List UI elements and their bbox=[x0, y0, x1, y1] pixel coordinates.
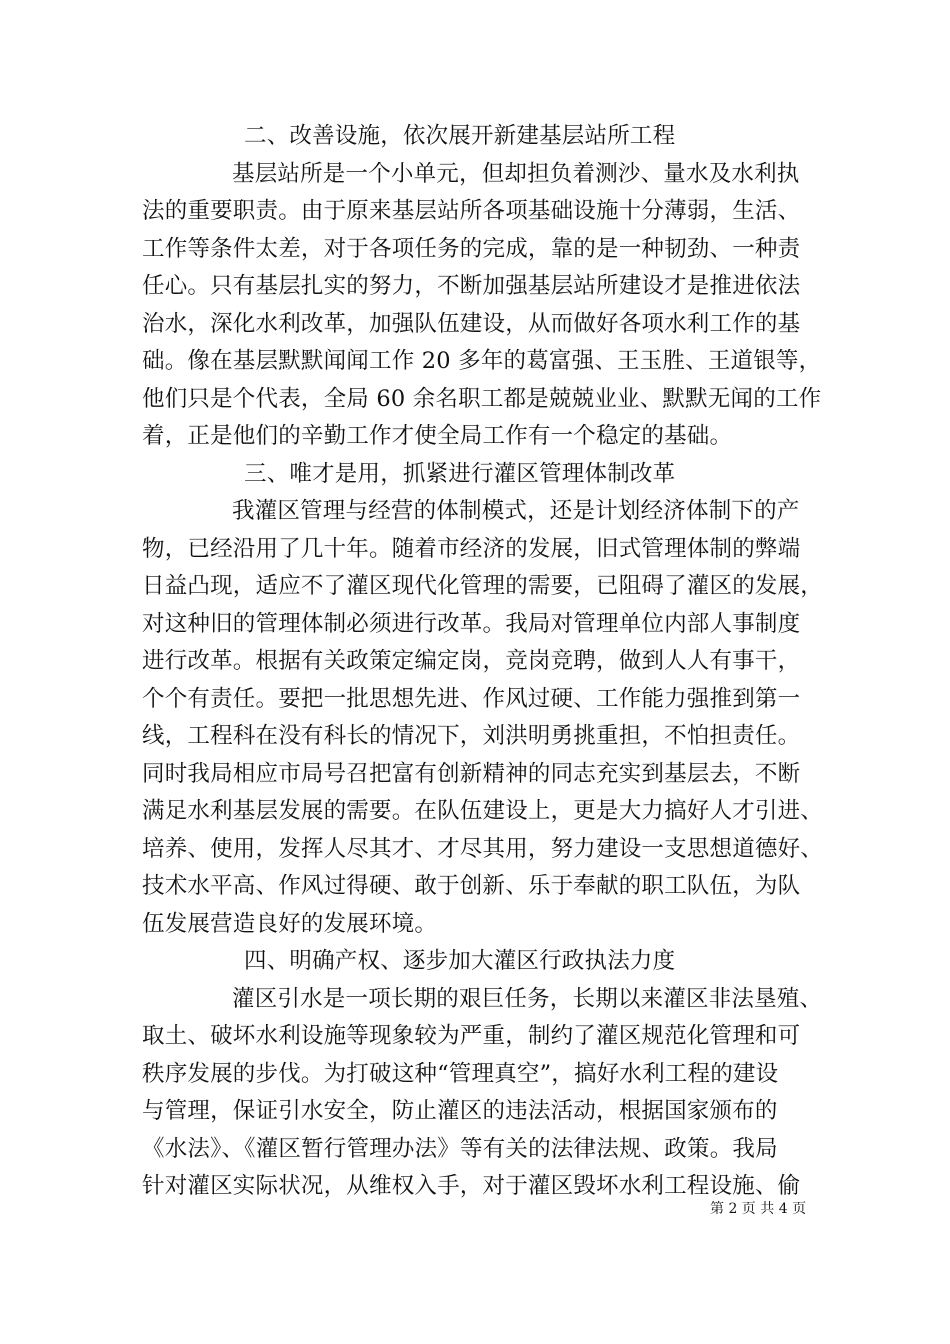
text-line: 与管理，保证引水安全，防止灌区的违法活动，根据国家颁布的 bbox=[142, 1098, 778, 1124]
text-line: 进行改革。根据有关政策定编定岗，竞岗竞聘，做到人人有事干， bbox=[142, 648, 801, 674]
text-line: 础。像在基层默默闻闻工作 20 多年的葛富强、王玉胜、王道银等， bbox=[142, 348, 822, 374]
page-footer: 第 2 页 共 4 页 bbox=[710, 1201, 807, 1217]
text-line: 同时我局相应市局号召把富有创新精神的同志充实到基层去，不断 bbox=[142, 760, 801, 787]
text-line: 他们只是个代表，全局 60 余名职工都是兢兢业业、默默无闻的工作 bbox=[142, 385, 822, 412]
document-body bbox=[142, 118, 824, 1206]
text-line: 法的重要职责。由于原来基层站所各项基础设施十分薄弱，生活、 bbox=[142, 198, 801, 224]
text-line: 满足水利基层发展的需要。在队伍建设上，更是大力搞好人才引进、 bbox=[142, 798, 824, 824]
text-line: 技术水平高、作风过得硬、敢于创新、乐于奉献的职工队伍，为队 bbox=[142, 873, 801, 899]
text-line: 取土、破坏水利设施等现象较为严重，制约了灌区规范化管理和可 bbox=[142, 1023, 801, 1049]
text-line: 日益凸现，适应不了灌区现代化管理的需要，已阻碍了灌区的发展， bbox=[142, 573, 824, 599]
section-heading: 四、明确产权、逐步加大灌区行政执法力度 bbox=[244, 948, 676, 974]
text-line: 着，正是他们的辛勤工作才使全局工作有一个稳定的基础。 bbox=[142, 423, 733, 449]
text-line: 线，工程科在没有科长的情况下，刘洪明勇挑重担，不怕担责任。 bbox=[142, 723, 801, 749]
text-line: 任心。只有基层扎实的努力，不断加强基层站所建设才是推进依法 bbox=[142, 273, 801, 299]
section-heading: 三、唯才是用，抓紧进行灌区管理体制改革 bbox=[244, 460, 676, 487]
text-line: 我灌区管理与经营的体制模式，还是计划经济体制下的产 bbox=[232, 498, 800, 524]
text-line: 灌区引水是一项长期的艰巨任务，长期以来灌区非法垦殖、 bbox=[232, 985, 823, 1012]
text-line: 物，已经沿用了几十年。随着市经济的发展，旧式管理体制的弊端 bbox=[142, 535, 801, 562]
text-line: 基层站所是一个小单元，但却担负着测沙、量水及水利执 bbox=[232, 160, 800, 187]
text-line: 个个有责任。要把一批思想先进、作风过硬、工作能力强推到第一 bbox=[142, 685, 801, 712]
text-line: 培养、使用，发挥人尽其才、才尽其用，努力建设一支思想道德好、 bbox=[142, 835, 824, 862]
text-line: 伍发展营造良好的发展环境。 bbox=[142, 910, 438, 937]
text-line: 秩序发展的步伐。为打破这种“管理真空”，搞好水利工程的建设 bbox=[142, 1060, 779, 1087]
text-line: 《水法》、《灌区暂行管理办法》等有关的法律法规、政策。我局 bbox=[142, 1135, 778, 1162]
text-line: 对这种旧的管理体制必须进行改革。我局对管理单位内部人事制度 bbox=[142, 610, 801, 637]
text-line: 治水，深化水利改革，加强队伍建设，从而做好各项水利工作的基 bbox=[142, 310, 801, 337]
text-line: 工作等条件太差，对于各项任务的完成，靠的是一种韧劲、一种责 bbox=[142, 235, 801, 262]
section-heading: 二、改善设施，依次展开新建基层站所工程 bbox=[244, 123, 676, 149]
text-line: 针对灌区实际状况，从维权入手，对于灌区毁坏水利工程设施、偷 bbox=[142, 1173, 801, 1199]
